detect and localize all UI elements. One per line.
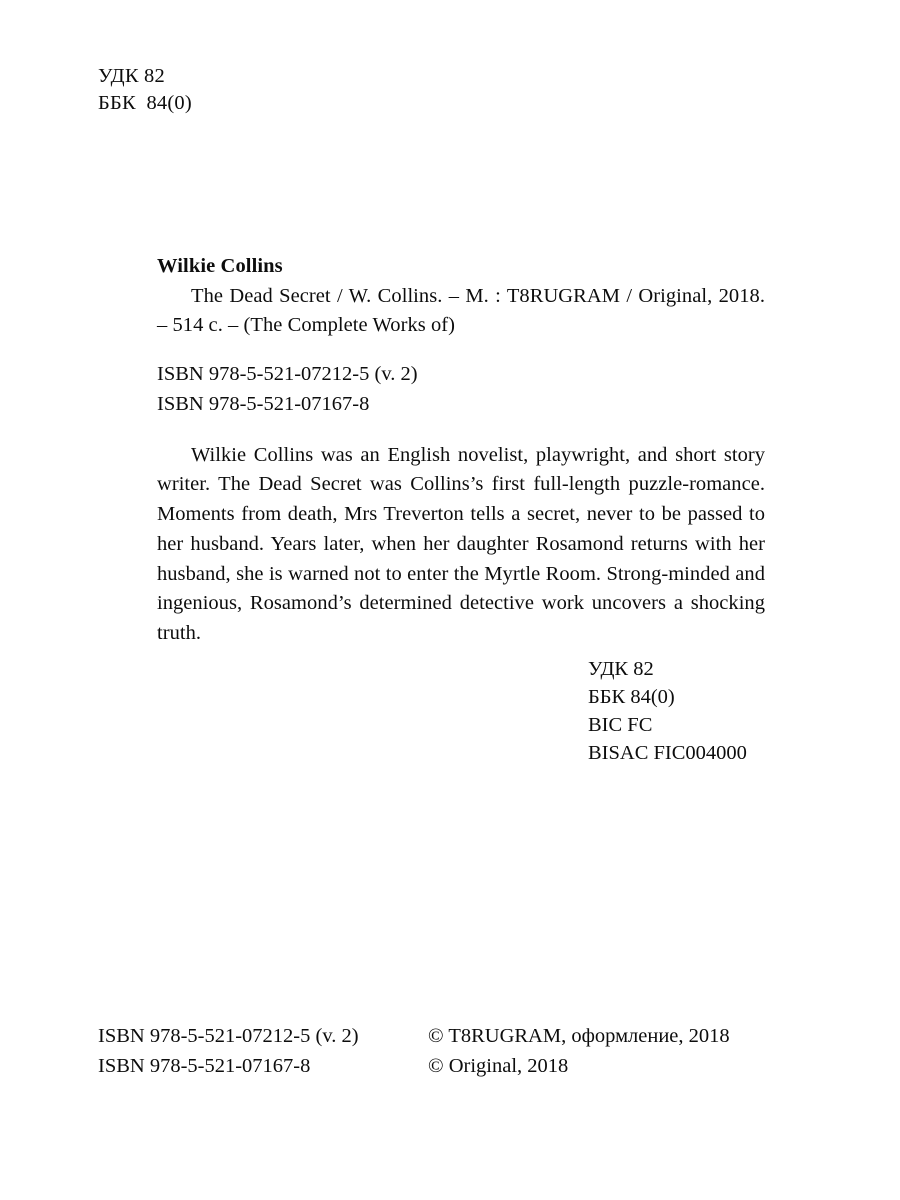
footer-row — [98, 1052, 798, 1082]
footer-copyright-publisher: © T8RUGRAM, оформление, 2018 — [428, 1025, 730, 1047]
bbk-code-bottom: ББК 84(0) — [588, 686, 675, 709]
footer-isbn-volume: ISBN 978-5-521-07212-5 (v. 2) — [98, 1025, 359, 1047]
bibliographic-entry: The Dead Secret / W. Collins. – M. : T8RUGRAM / Original, 2018. – 514 c. – (The Complete Works of) — [157, 285, 765, 337]
udk-code-bottom: УДК 82 — [588, 658, 654, 680]
bisac-code: BISAC FIC004000 — [588, 742, 747, 765]
annotation-text: Wilkie Collins was an English novelist, playwright, and short story writer. The Dead Secret was Collins’s first full-length puzzle-romance. Moments from death, Mrs Treverton tells a secret, never to be passed to her husband. Years later, when her daughter Rosamond returns with her husband, she is warned not to enter the Myrtle Room. Strong-minded and ingenious, Rosamond’s determined detective work uncovers a shocking truth. — [157, 443, 765, 644]
right-classification-codes — [588, 655, 747, 767]
udk-code-top: УДК 82 — [98, 65, 165, 87]
isbn-volume: ISBN 978-5-521-07212-5 (v. 2) — [157, 363, 418, 386]
top-classification-codes — [98, 63, 192, 118]
isbn-block — [157, 360, 765, 418]
footer-row — [98, 1022, 798, 1052]
footer-isbn-series: ISBN 978-5-521-07167-8 — [98, 1054, 311, 1077]
bibliographic-block — [157, 253, 765, 649]
bic-code: BIC FC — [588, 714, 653, 737]
bbk-code-top: ББК 84(0) — [98, 92, 192, 115]
footer-copyright-original: © Original, 2018 — [428, 1054, 569, 1077]
author-name: Wilkie Collins — [157, 255, 283, 277]
isbn-series: ISBN 978-5-521-07167-8 — [157, 392, 370, 415]
page-footer — [98, 1022, 798, 1081]
